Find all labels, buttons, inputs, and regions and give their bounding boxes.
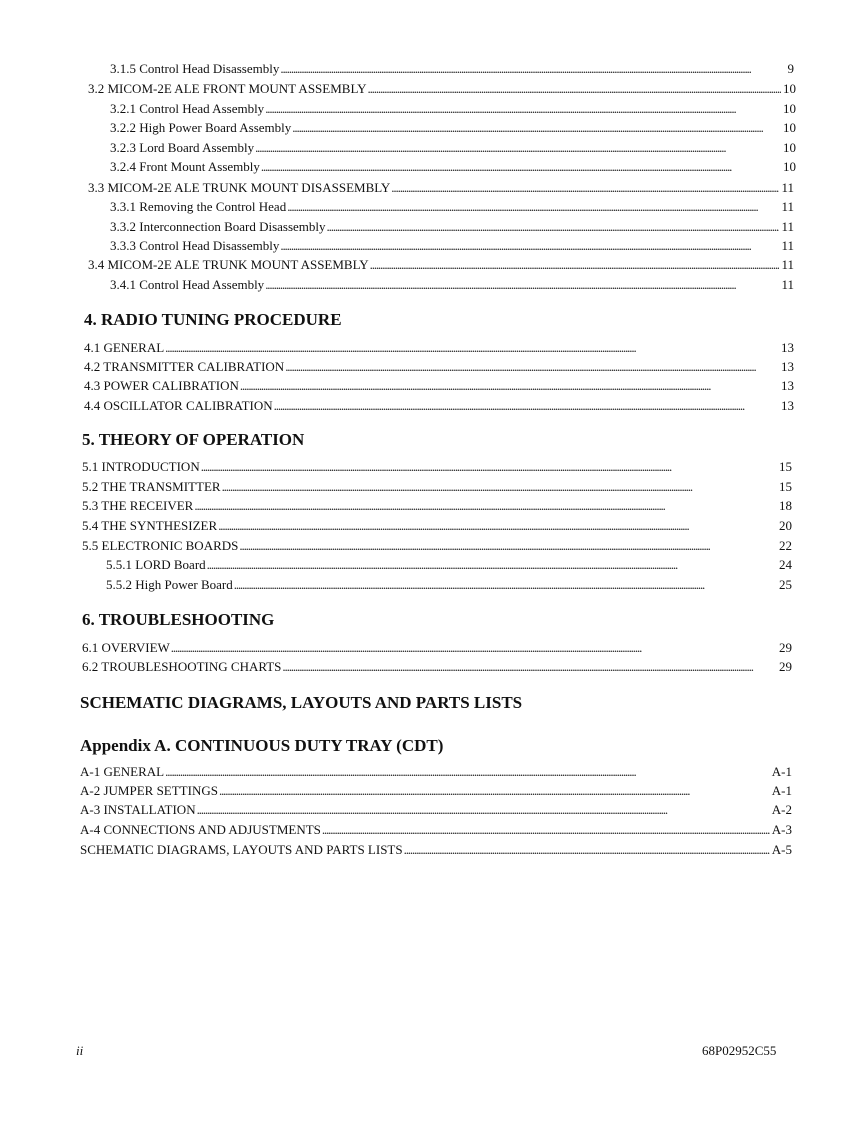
toc-entry-page: 24 [779, 557, 792, 572]
toc-entry-4-3[interactable] [84, 377, 794, 395]
toc-entry-label: 3.3.3 Control Head Disassembly [110, 238, 280, 253]
toc-entry-page: A-2 [771, 802, 792, 817]
dot-leader [201, 458, 777, 476]
toc-entry-4-1[interactable] [84, 339, 794, 357]
toc-entry-page: A-3 [771, 822, 792, 837]
dot-leader [197, 801, 770, 819]
dot-leader [280, 237, 779, 255]
dot-leader [219, 782, 770, 800]
dot-leader [240, 377, 779, 395]
toc-entry-page: 13 [781, 340, 794, 355]
footer-document-number: 68P02952C55 [702, 1043, 777, 1058]
toc-entry-3-3-1[interactable] [110, 198, 794, 216]
dot-leader [239, 537, 777, 555]
toc-entry-page: 15 [779, 479, 792, 494]
toc-entry-label: 3.3.1 Removing the Control Head [110, 199, 287, 214]
toc-entry-page: 10 [783, 140, 796, 155]
toc-entry-page: 29 [779, 659, 792, 674]
schematic-heading: SCHEMATIC DIAGRAMS, LAYOUTS AND PARTS LISTS [80, 693, 523, 712]
toc-entry-4-2[interactable] [84, 358, 794, 376]
toc-entry-label: 3.2.3 Lord Board Assembly [110, 140, 255, 155]
toc-entry-label: 3.3.2 Interconnection Board Disassembly [110, 219, 326, 234]
toc-entry-label: A-2 JUMPER SETTINGS [80, 783, 218, 798]
toc-entry-5-4[interactable] [82, 517, 792, 535]
toc-entry-page: 29 [779, 640, 792, 655]
toc-entry-page: 10 [783, 159, 796, 174]
dot-leader [322, 821, 770, 839]
toc-entry-label: 5.5.1 LORD Board [106, 557, 206, 572]
toc-entry-5-3[interactable] [82, 497, 792, 515]
toc-entry-label: 5.5 ELECTRONIC BOARDS [82, 538, 239, 553]
dot-leader [292, 119, 781, 137]
dot-leader [280, 60, 785, 78]
dot-leader [287, 198, 779, 216]
dot-leader [265, 100, 781, 118]
dot-leader [327, 218, 780, 236]
toc-entry-label: 6.2 TROUBLESHOOTING CHARTS [82, 659, 282, 674]
dot-leader [404, 841, 770, 859]
toc-entry-page: 22 [779, 538, 792, 553]
toc-entry-label: 5.4 THE SYNTHESIZER [82, 518, 218, 533]
dot-leader [282, 658, 777, 676]
dot-leader [165, 339, 779, 357]
toc-entry-label: 3.2 MICOM-2E ALE FRONT MOUNT ASSEMBLY [88, 81, 367, 96]
toc-entry-3-3-3[interactable] [110, 237, 794, 255]
dot-leader [370, 256, 780, 274]
dot-leader [234, 576, 777, 594]
toc-entry-label: 4.1 GENERAL [84, 340, 165, 355]
toc-entry-page: 11 [781, 219, 794, 234]
toc-entry-5-5-1[interactable] [106, 556, 792, 574]
toc-entry-label: 4.2 TRANSMITTER CALIBRATION [84, 359, 285, 374]
toc-entry-page: 13 [781, 378, 794, 393]
toc-entry-page: 11 [781, 257, 794, 272]
dot-leader [367, 80, 781, 98]
toc-entry-5-1[interactable] [82, 458, 792, 476]
toc-entry-3-2-4[interactable] [110, 158, 796, 176]
toc-entry-label: 4.3 POWER CALIBRATION [84, 378, 239, 393]
toc-entry-label: 6.1 OVERVIEW [82, 640, 170, 655]
toc-entry-a-5[interactable] [80, 841, 792, 859]
toc-entry-label: 3.4 MICOM-2E ALE TRUNK MOUNT ASSEMBLY [88, 257, 369, 272]
appendix-heading: Appendix A. CONTINUOUS DUTY TRAY (CDT) [80, 736, 444, 755]
dot-leader [171, 639, 777, 657]
dot-leader [218, 517, 777, 535]
toc-entry-page: 11 [781, 277, 794, 292]
toc-entry-3-4-1[interactable] [110, 276, 794, 294]
toc-entry-page: 15 [779, 459, 792, 474]
dot-leader [194, 497, 777, 515]
toc-entry-label: 5.1 INTRODUCTION [82, 459, 200, 474]
section-heading-5: 5. THEORY OF OPERATION [82, 430, 305, 449]
dot-leader [261, 158, 781, 176]
toc-entry-page: 18 [779, 498, 792, 513]
toc-entry-label: A-4 CONNECTIONS AND ADJUSTMENTS [80, 822, 321, 837]
toc-entry-3-2-2[interactable] [110, 119, 796, 137]
toc-entry-label: 5.3 THE RECEIVER [82, 498, 194, 513]
footer-page-number: ii [76, 1043, 84, 1058]
dot-leader [255, 139, 781, 157]
toc-entry-label: 4.4 OSCILLATOR CALIBRATION [84, 398, 273, 413]
toc-entry-a-2[interactable] [80, 782, 792, 800]
toc-entry-a-4[interactable] [80, 821, 792, 839]
toc-entry-page: A-1 [771, 764, 792, 779]
toc-entry-page: 13 [781, 359, 794, 374]
toc-entry-label: 3.4.1 Control Head Assembly [110, 277, 265, 292]
toc-entry-label: 3.2.4 Front Mount Assembly [110, 159, 260, 174]
toc-entry-page: 10 [783, 120, 796, 135]
toc-entry-label: 3.2.2 High Power Board Assembly [110, 120, 292, 135]
toc-entry-3-3-2[interactable] [110, 218, 794, 236]
toc-entry-3-3[interactable] [88, 179, 794, 197]
toc-entry-page: A-5 [771, 842, 792, 857]
toc-entry-a-3[interactable] [80, 801, 792, 819]
toc-entry-label: 3.3 MICOM-2E ALE TRUNK MOUNT DISASSEMBLY [88, 180, 391, 195]
toc-entry-page: 25 [779, 577, 792, 592]
toc-entry-page: 11 [781, 180, 794, 195]
toc-entry-page: 10 [783, 81, 796, 96]
toc-entry-a-1[interactable] [80, 763, 792, 781]
dot-leader [222, 478, 777, 496]
toc-entry-4-4[interactable] [84, 397, 794, 415]
dot-leader [285, 358, 779, 376]
toc-entry-label: 5.2 THE TRANSMITTER [82, 479, 221, 494]
toc-entry-page: 10 [783, 101, 796, 116]
toc-entry-page: 11 [781, 238, 794, 253]
dot-leader [165, 763, 770, 781]
toc-entry-page: 9 [787, 61, 794, 76]
toc-entry-label: 3.2.1 Control Head Assembly [110, 101, 265, 116]
toc-entry-3-4[interactable] [88, 256, 794, 274]
toc-entry-3-2-3[interactable] [110, 139, 796, 157]
toc-entry-5-2[interactable] [82, 478, 792, 496]
toc-entry-6-2[interactable] [82, 658, 792, 676]
dot-leader [207, 556, 777, 574]
toc-entry-5-5-2[interactable] [106, 576, 792, 594]
toc-entry-page: 11 [781, 199, 794, 214]
toc-entry-label: A-1 GENERAL [80, 764, 165, 779]
toc-entry-page: 13 [781, 398, 794, 413]
toc-entry-page: 20 [779, 518, 792, 533]
toc-entry-3-2[interactable] [88, 80, 796, 98]
dot-leader [391, 179, 779, 197]
toc-entry-page: A-1 [771, 783, 792, 798]
dot-leader [265, 276, 779, 294]
toc-entry-label: A-3 INSTALLATION [80, 802, 196, 817]
toc-entry-5-5[interactable] [82, 537, 792, 555]
toc-entry-label: 3.1.5 Control Head Disassembly [110, 61, 280, 76]
dot-leader [274, 397, 779, 415]
toc-entry-label: SCHEMATIC DIAGRAMS, LAYOUTS AND PARTS LISTS [80, 842, 403, 857]
toc-entry-3-2-1[interactable] [110, 100, 796, 118]
toc-entry-3-1-5[interactable] [110, 60, 794, 78]
section-heading-6: 6. TROUBLESHOOTING [82, 610, 275, 629]
toc-entry-6-1[interactable] [82, 639, 792, 657]
toc-entry-label: 5.5.2 High Power Board [106, 577, 233, 592]
section-heading-4: 4. RADIO TUNING PROCEDURE [84, 310, 342, 329]
